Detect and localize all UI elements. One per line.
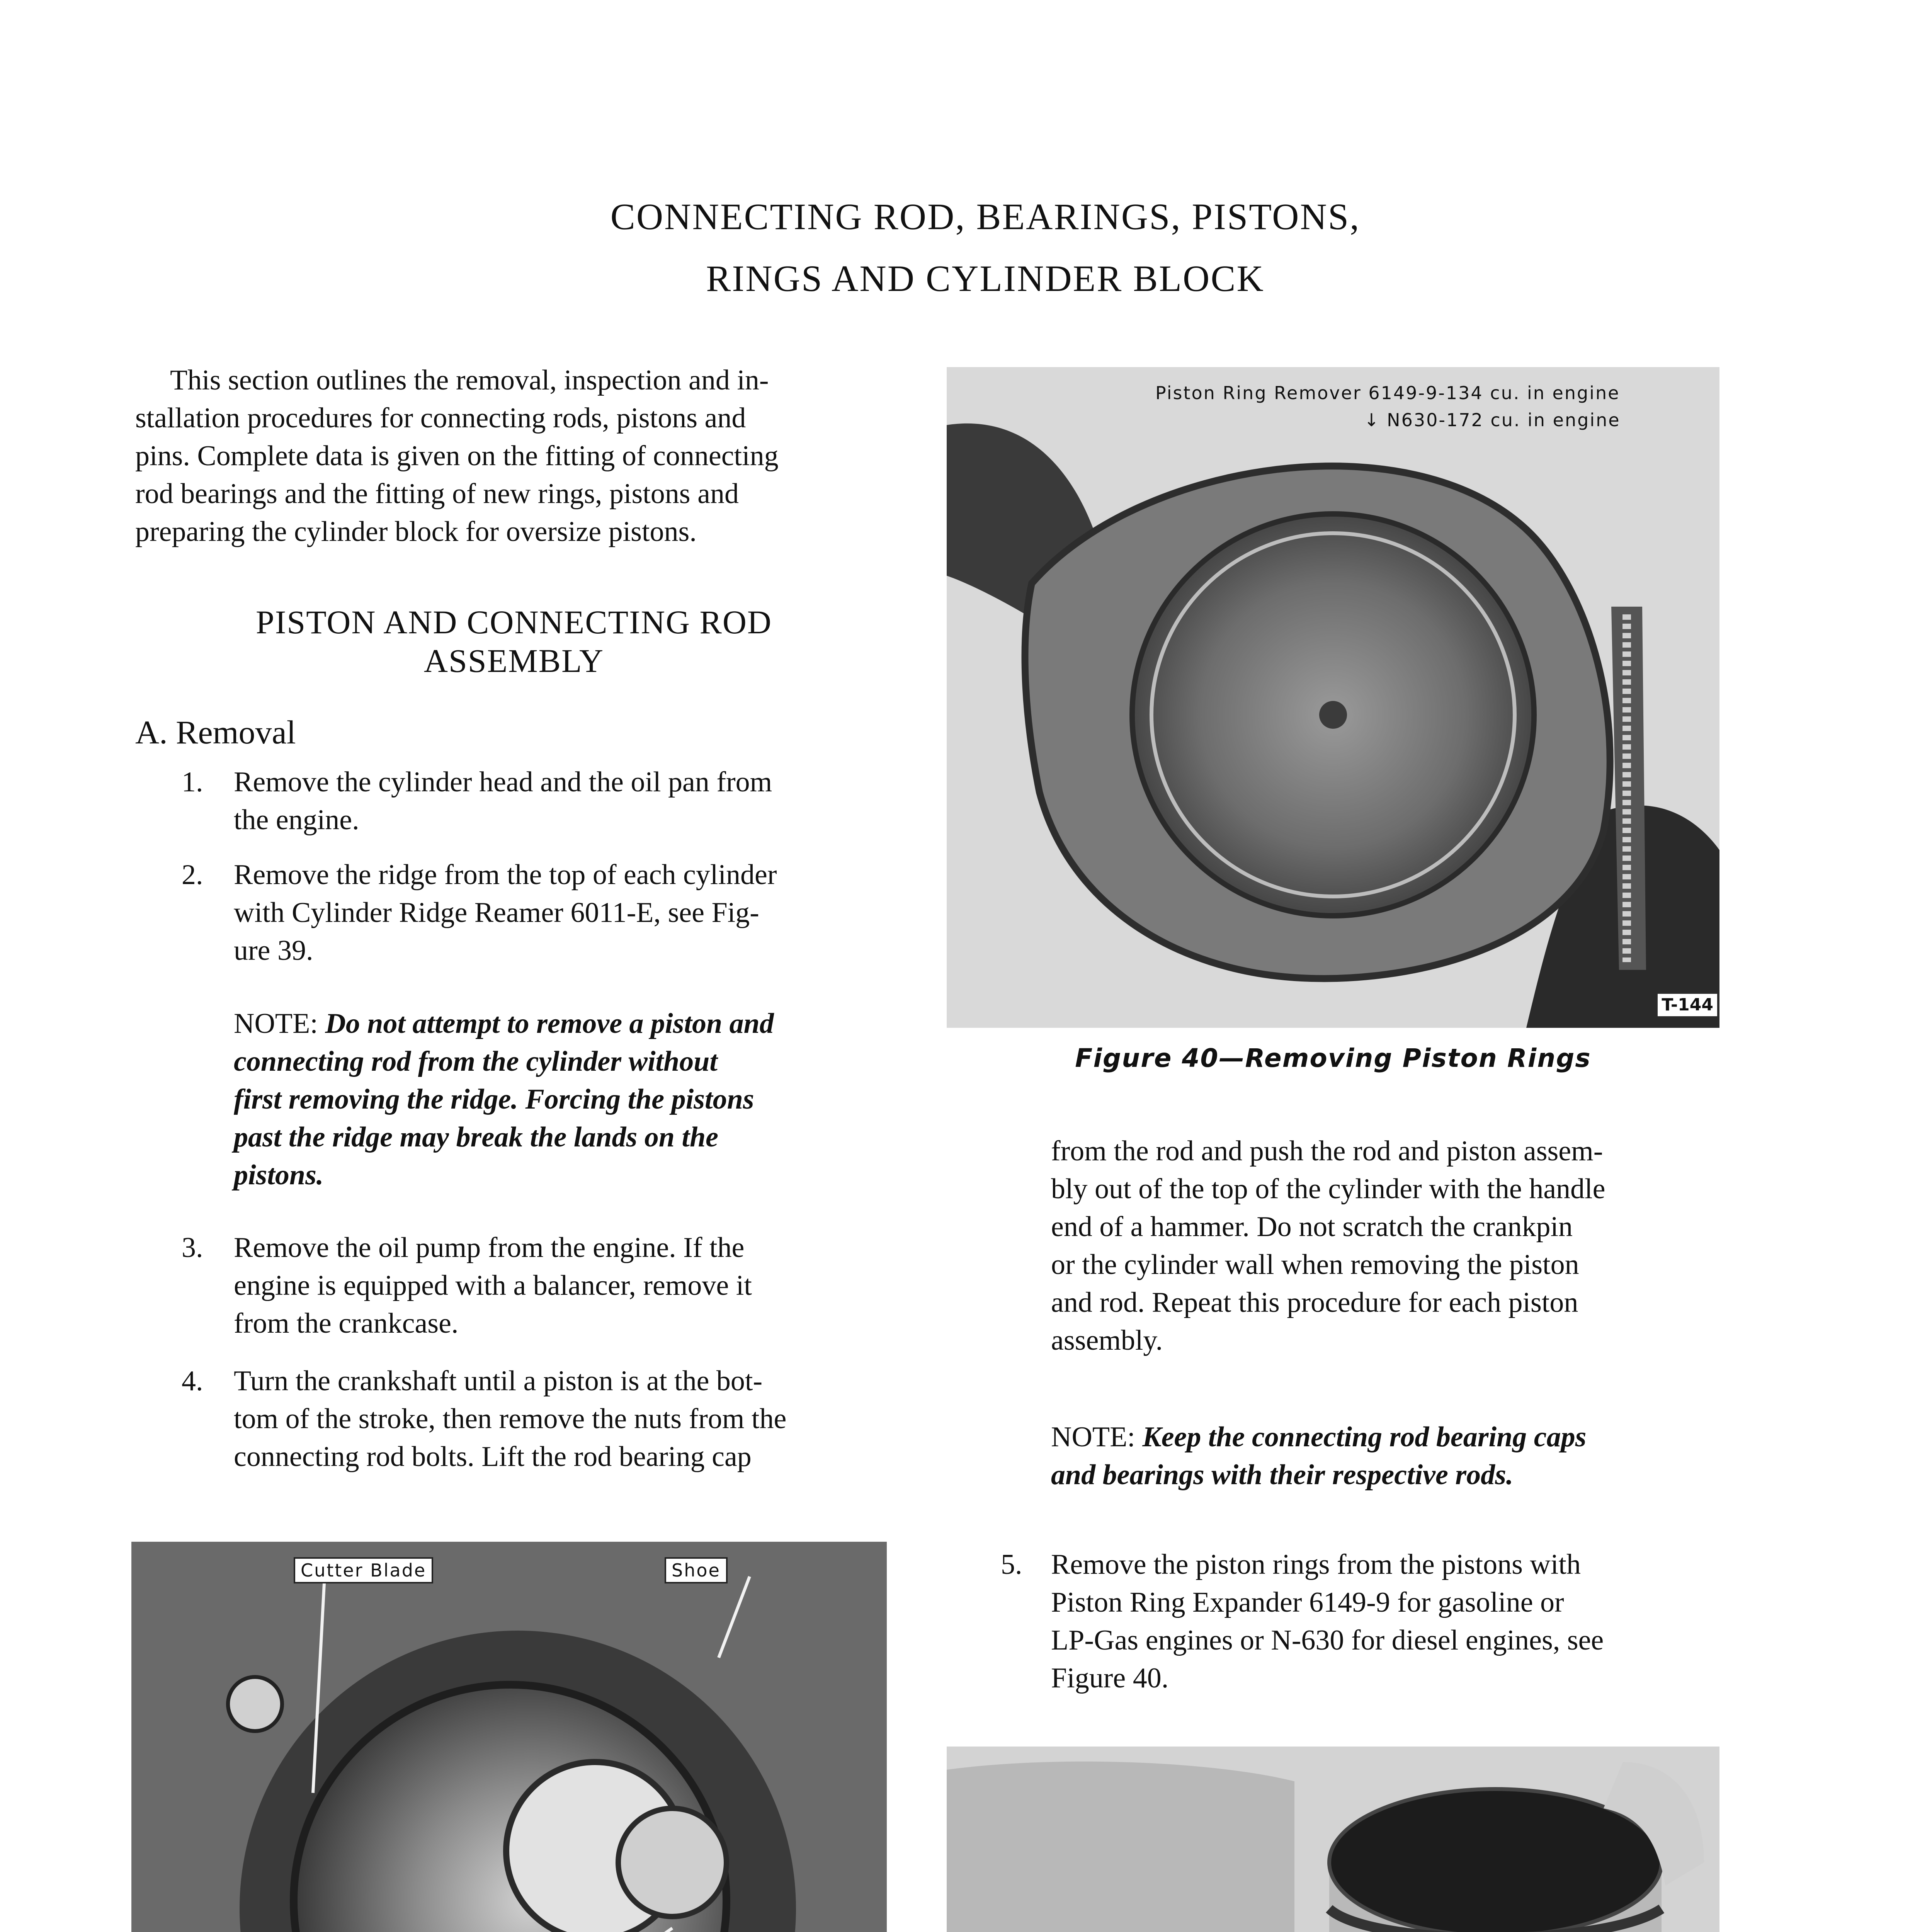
note-label: NOTE: (1051, 1421, 1135, 1453)
intro-line: preparing the cylinder block for oversize pistons. (135, 516, 697, 548)
continued-line: from the rod and push the rod and piston assem- (1051, 1135, 1603, 1167)
step-line: Piston Ring Expander 6149-9 for gasoline or (1051, 1587, 1564, 1618)
step-line: Remove the piston rings from the pistons with (1051, 1549, 1581, 1580)
figure-40-label-remover: Piston Ring Remover 6149-9-134 cu. in engine (1155, 383, 1620, 403)
note-line: connecting rod from the cylinder without (234, 1046, 718, 1077)
note-text: Keep the connecting rod bearing caps (1142, 1421, 1587, 1453)
step-line: tom of the stroke, then remove the nuts from the (234, 1403, 787, 1435)
note-label: NOTE: (234, 1008, 318, 1039)
step-number: 3. (182, 1232, 203, 1264)
section-heading (135, 603, 893, 680)
continued-line: end of a hammer. Do not scratch the crankpin (1051, 1211, 1573, 1243)
step-number: 2. (182, 859, 203, 891)
subsection-heading: A. Removal (135, 714, 296, 751)
step-line: Remove the cylinder head and the oil pan from (234, 766, 772, 798)
step-line: from the crankcase. (234, 1308, 459, 1339)
intro-line: rod bearings and the fitting of new rings, pistons and (135, 478, 739, 510)
figure-40-label-n630 (1364, 410, 1621, 430)
groove-cleaner-illustration (947, 1747, 1719, 1932)
step-number: 4. (182, 1365, 203, 1397)
note-line: pistons. (234, 1159, 324, 1191)
step-line: engine is equipped with a balancer, remove it (234, 1270, 752, 1301)
intro-paragraph (135, 361, 893, 551)
step-4-continued (1051, 1132, 1719, 1359)
note-line (234, 1005, 893, 1043)
step-line: Remove the ridge from the top of each cylinder (234, 859, 777, 891)
figure-39-photo (131, 1542, 887, 1932)
note-removal (234, 1005, 893, 1194)
step-3 (234, 1229, 893, 1342)
intro-line: stallation procedures for connecting rods, pistons and (135, 402, 746, 434)
note-line: first removing the ridge. Forcing the pistons (234, 1083, 754, 1115)
step-line: LP-Gas engines or N-630 for diesel engines, see (1051, 1624, 1604, 1656)
note-text: Do not attempt to remove a piston and (325, 1008, 774, 1039)
step-line: Remove the oil pump from the engine. If the (234, 1232, 745, 1264)
step-5 (1051, 1546, 1719, 1697)
arrow-down-icon: ↓ (1364, 410, 1387, 430)
figure-39-label-cutter-blade: Cutter Blade (294, 1557, 433, 1583)
intro-line: This section outlines the removal, inspection and in- (170, 364, 769, 396)
note-line: past the ridge may break the lands on the (234, 1121, 718, 1153)
step-line: ure 39. (234, 935, 313, 966)
step-4 (234, 1362, 893, 1476)
figure-40-photo (947, 367, 1719, 1028)
step-1 (234, 763, 893, 839)
step-number: 5. (1001, 1549, 1022, 1580)
step-line: with Cylinder Ridge Reamer 6011-E, see Fig- (234, 897, 759, 929)
ridge-reamer-illustration (131, 1542, 887, 1932)
page-title-line-1: CONNECTING ROD, BEARINGS, PISTONS, (610, 196, 1361, 237)
continued-line: bly out of the top of the cylinder with the handle (1051, 1173, 1605, 1205)
note-bearing-caps (1051, 1418, 1719, 1494)
note-line: and bearings with their respective rods. (1051, 1459, 1514, 1491)
step-2 (234, 856, 893, 969)
continued-line: and rod. Repeat this procedure for each piston (1051, 1287, 1578, 1318)
section-heading-line-1: PISTON AND CONNECTING ROD (255, 604, 772, 641)
note-line (1051, 1418, 1719, 1456)
step-line: the engine. (234, 804, 359, 836)
figure-40-tag: T-144 (1658, 994, 1717, 1016)
step-number: 1. (182, 766, 203, 798)
figure-40-caption: Figure 40—Removing Piston Rings (1075, 1043, 1591, 1073)
step-line: Figure 40. (1051, 1662, 1169, 1694)
figure-39-label-shoe-top: Shoe (665, 1557, 728, 1583)
step-line: Turn the crankshaft until a piston is at the bot- (234, 1365, 763, 1397)
section-heading-line-2: ASSEMBLY (423, 642, 604, 679)
continued-line: assembly. (1051, 1325, 1163, 1356)
figure-41-photo (947, 1747, 1719, 1932)
piston-ring-remover-illustration (947, 367, 1719, 1028)
step-line: connecting rod bolts. Lift the rod bearing cap (234, 1441, 752, 1473)
figure-40-label-n630-text: N630-172 cu. in engine (1387, 410, 1621, 430)
continued-line: or the cylinder wall when removing the piston (1051, 1249, 1579, 1281)
page-title-line-2: RINGS AND CYLINDER BLOCK (706, 258, 1265, 299)
intro-line: pins. Complete data is given on the fitting of connecting (135, 440, 779, 472)
